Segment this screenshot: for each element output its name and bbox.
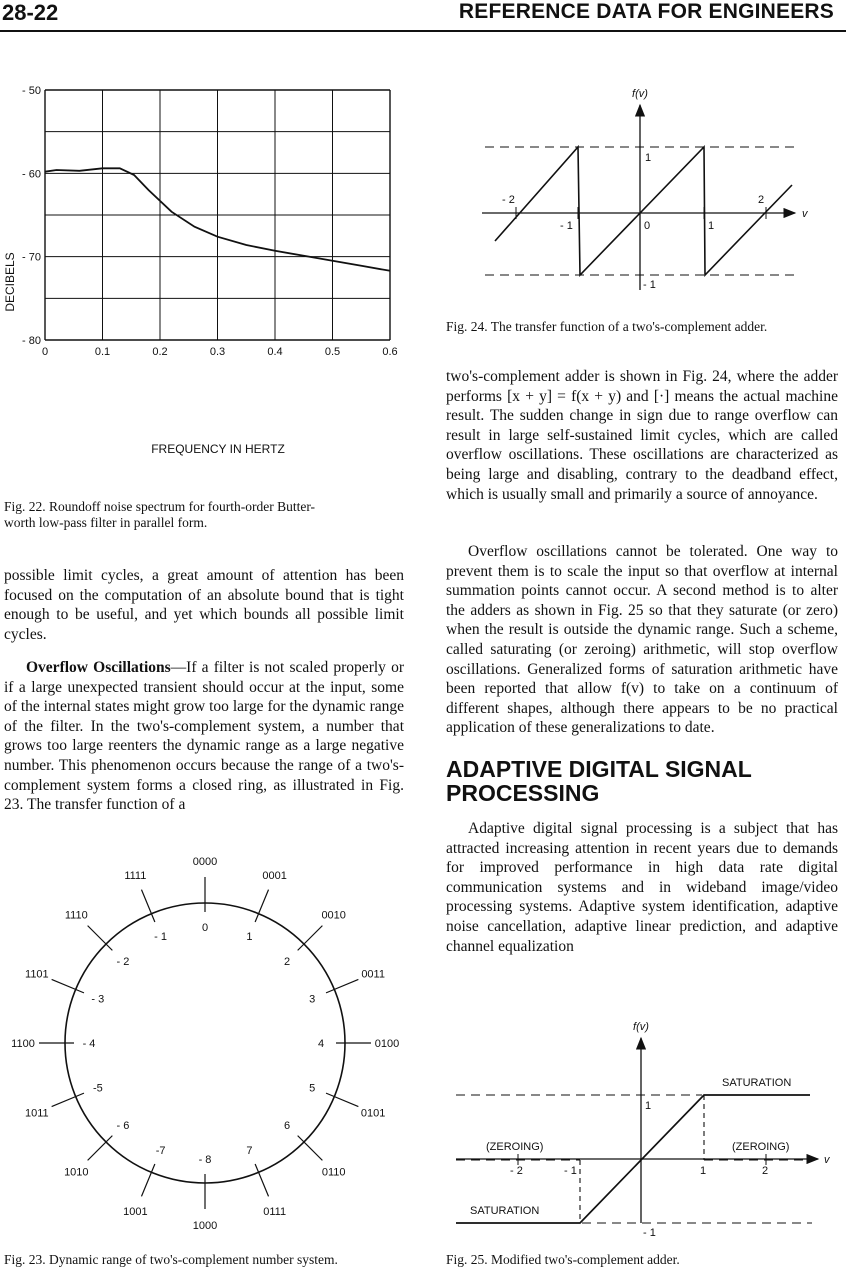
fig22-caption-line1: Fig. 22. Roundoff noise spectrum for fourth-order Butter- xyxy=(4,499,316,514)
fig25-y-axis-label: f(v) xyxy=(633,1021,649,1033)
ring-value-label: 2 xyxy=(283,955,291,968)
fig24-caption: Fig. 24. The transfer function of a two's-complement adder. xyxy=(446,319,768,334)
right-paragraph-3-body: Adaptive digital signal processing is a subject that has attracted increasing attention in recent years due to demands for improved performance in high data rate digital communication systems and in wideband image/video processing systems. Adaptive system identification, adaptive noise cancellation, adaptive linear prediction, and adaptive channel equalization xyxy=(446,820,838,955)
fig24-sawtooth xyxy=(495,147,792,275)
ring-value-label: 5 xyxy=(309,1082,316,1095)
left-paragraph-1: possible limit cycles, a great amount of attention has been focused on the computation of an absolute bound that is tight enough to be useful, and yet which bounds all possible limit cycles. xyxy=(4,567,404,643)
fig23-caption: Fig. 23. Dynamic range of two's-complement number system. xyxy=(4,1252,338,1267)
fig25-label-neg-two: - 2 xyxy=(510,1165,523,1177)
chart-grid xyxy=(45,90,390,340)
fig24-x-axis-label: v xyxy=(802,208,808,220)
fig25-label-neg-one-x: - 1 xyxy=(564,1165,577,1177)
left-paragraph-2-body: —If a filter is not scaled properly or if a large unexpected transient should occur at the input, some of the internal states might grow too large for the dynamic range of the filter. In the two's-complement system, a number that grows too large reenters the dynamic range as a large negative number. This phenomenon occurs because the range of a two's-complement system forms a closed ring, as illustrated in Fig. 23. The transfer function of a xyxy=(4,659,404,814)
fig24-label-neg-two: - 2 xyxy=(502,194,515,206)
y-tick-label: - 50 xyxy=(22,85,41,97)
ring-code-label: 1000 xyxy=(192,1220,218,1232)
ring-value-label: - 6 xyxy=(116,1120,130,1133)
y-tick-label: - 70 xyxy=(22,251,41,264)
right-paragraph-2-body: Overflow oscillations cannot be tolerated. One way to prevent them is to scale the input so that overflow at internal summation points cannot occur. A second method is to alter the adders as shown in Fig. 25 so that they saturate (or zero) when the result is outside the dynamic range. Such a scheme, called saturating (or zeroing) arithmetic, will stop overflow oscillations. Generalized forms of saturation arithmetic have been reported that allow f(v) to take on a continuum of different shapes, although there appears to be no practical application of these generalizations to date. xyxy=(446,543,838,737)
ring-value-label: 7 xyxy=(246,1145,253,1158)
fig24-label-one-x: 1 xyxy=(708,220,715,232)
ring-value-label: -7 xyxy=(155,1145,166,1158)
ring-code-label: 0000 xyxy=(192,856,218,868)
page-header xyxy=(0,0,846,34)
ring-value-label: 1 xyxy=(246,930,253,943)
fig25-caption: Fig. 25. Modified two's-complement adder. xyxy=(446,1252,680,1267)
y-tick-label: - 80 xyxy=(22,335,41,347)
left-paragraph-2 xyxy=(4,658,404,815)
fig25-saturation-bottom: SATURATION xyxy=(470,1205,540,1217)
fig22-caption xyxy=(4,499,404,531)
x-tick-label: 0 xyxy=(41,346,49,358)
right-paragraph-2 xyxy=(446,542,838,738)
y-tick-label: - 60 xyxy=(22,168,41,181)
ring-tick xyxy=(88,926,113,951)
x-tick-label: 0.2 xyxy=(152,346,168,358)
ring-value-label: - 3 xyxy=(91,993,105,1006)
ring-code-label: 1110 xyxy=(64,909,88,922)
ring-value-label: 6 xyxy=(283,1120,291,1133)
ring-value-label: - 4 xyxy=(82,1038,96,1050)
fig22-chart xyxy=(0,80,420,480)
fig25-zeroing-right: (ZEROING) xyxy=(732,1141,790,1153)
fig24-label-neg-one-y: - 1 xyxy=(643,279,656,291)
ring-code-label: 1001 xyxy=(123,1206,148,1219)
fig25-label-two: 2 xyxy=(762,1165,769,1177)
ring-code-label: 0100 xyxy=(374,1038,400,1050)
ring-tick xyxy=(88,1136,113,1161)
right-paragraph-1: two's-complement adder is shown in Fig. 24, where the adder performs [x + y] = f(x + y) and [·] means the actual machine result. The sudden change in sign due to range overflow can result in large self-sustained limit cycles, which are called overflow oscillations. These oscillations are characterized as being large and disabling, contrary to the deadband effect, which is usually small and primarily a source of annoyance. xyxy=(446,368,838,503)
fig22-caption-line2: worth low-pass filter in parallel form. xyxy=(4,515,208,530)
fig24-y-axis-label: f(v) xyxy=(632,88,648,100)
ring-tick xyxy=(298,1136,323,1161)
ring-value-label: - 2 xyxy=(116,955,130,968)
ring-value-label: 3 xyxy=(309,993,316,1006)
fig23-ring-diagram xyxy=(0,835,420,1245)
overflow-oscillations-runin: Overflow Oscillations xyxy=(26,659,171,676)
ring-code-label: 0110 xyxy=(321,1166,346,1179)
fig24-label-zero: 0 xyxy=(644,220,651,232)
ring-code-label: 1010 xyxy=(64,1166,89,1179)
right-paragraph-3 xyxy=(446,819,838,956)
running-title: REFERENCE DATA FOR ENGINEERS xyxy=(458,0,834,23)
x-tick-label: 0.6 xyxy=(382,346,398,358)
ring-value-label: - 1 xyxy=(154,930,168,943)
ring-code-label: 0101 xyxy=(360,1107,386,1120)
ring-code-label: 0111 xyxy=(263,1206,287,1219)
ring-value-label: -5 xyxy=(92,1082,103,1095)
ring-tick xyxy=(298,926,323,951)
y-axis-label: DECIBELS xyxy=(3,252,17,312)
fig25-saturation-top: SATURATION xyxy=(722,1077,792,1089)
ring-code-label: 0011 xyxy=(361,968,385,981)
ring-code-label: 0001 xyxy=(262,869,287,882)
fig24-diagram xyxy=(440,85,846,310)
x-tick-labels xyxy=(42,346,398,358)
fig24-label-neg-one-x: - 1 xyxy=(560,220,573,232)
ring-value-label: 0 xyxy=(201,922,209,934)
ring-code-label: 1100 xyxy=(11,1038,35,1050)
header-rule xyxy=(0,30,846,32)
section-heading: ADAPTIVE DIGITAL SIGNAL PROCESSING xyxy=(446,756,752,806)
y-tick-labels xyxy=(22,85,41,347)
fig25-diagram xyxy=(440,1018,846,1250)
ring-code-label: 1101 xyxy=(25,968,49,981)
page-number: 28-22 xyxy=(2,0,59,25)
fig25-label-one-x: 1 xyxy=(700,1165,707,1177)
x-tick-label: 0.3 xyxy=(209,346,226,358)
ring-code-label: 0010 xyxy=(321,909,346,922)
x-tick-label: 0.4 xyxy=(267,346,283,358)
fig24-label-one: 1 xyxy=(645,152,652,164)
ring-value-label: 4 xyxy=(317,1038,325,1050)
fig25-label-one: 1 xyxy=(645,1100,652,1112)
fig25-x-axis-label: v xyxy=(824,1154,830,1166)
fig24-label-two: 2 xyxy=(758,194,765,206)
fig25-label-neg-one-y: - 1 xyxy=(643,1227,656,1239)
x-tick-label: 0.1 xyxy=(94,346,111,358)
ring-value-label: - 8 xyxy=(198,1154,212,1166)
fig25-zeroing-left: (ZEROING) xyxy=(486,1141,544,1153)
x-tick-label: 0.5 xyxy=(324,346,341,358)
x-axis-label: FREQUENCY IN HERTZ xyxy=(151,442,285,456)
ring-code-label: 1011 xyxy=(25,1107,49,1120)
ring-code-label: 1111 xyxy=(124,869,147,882)
